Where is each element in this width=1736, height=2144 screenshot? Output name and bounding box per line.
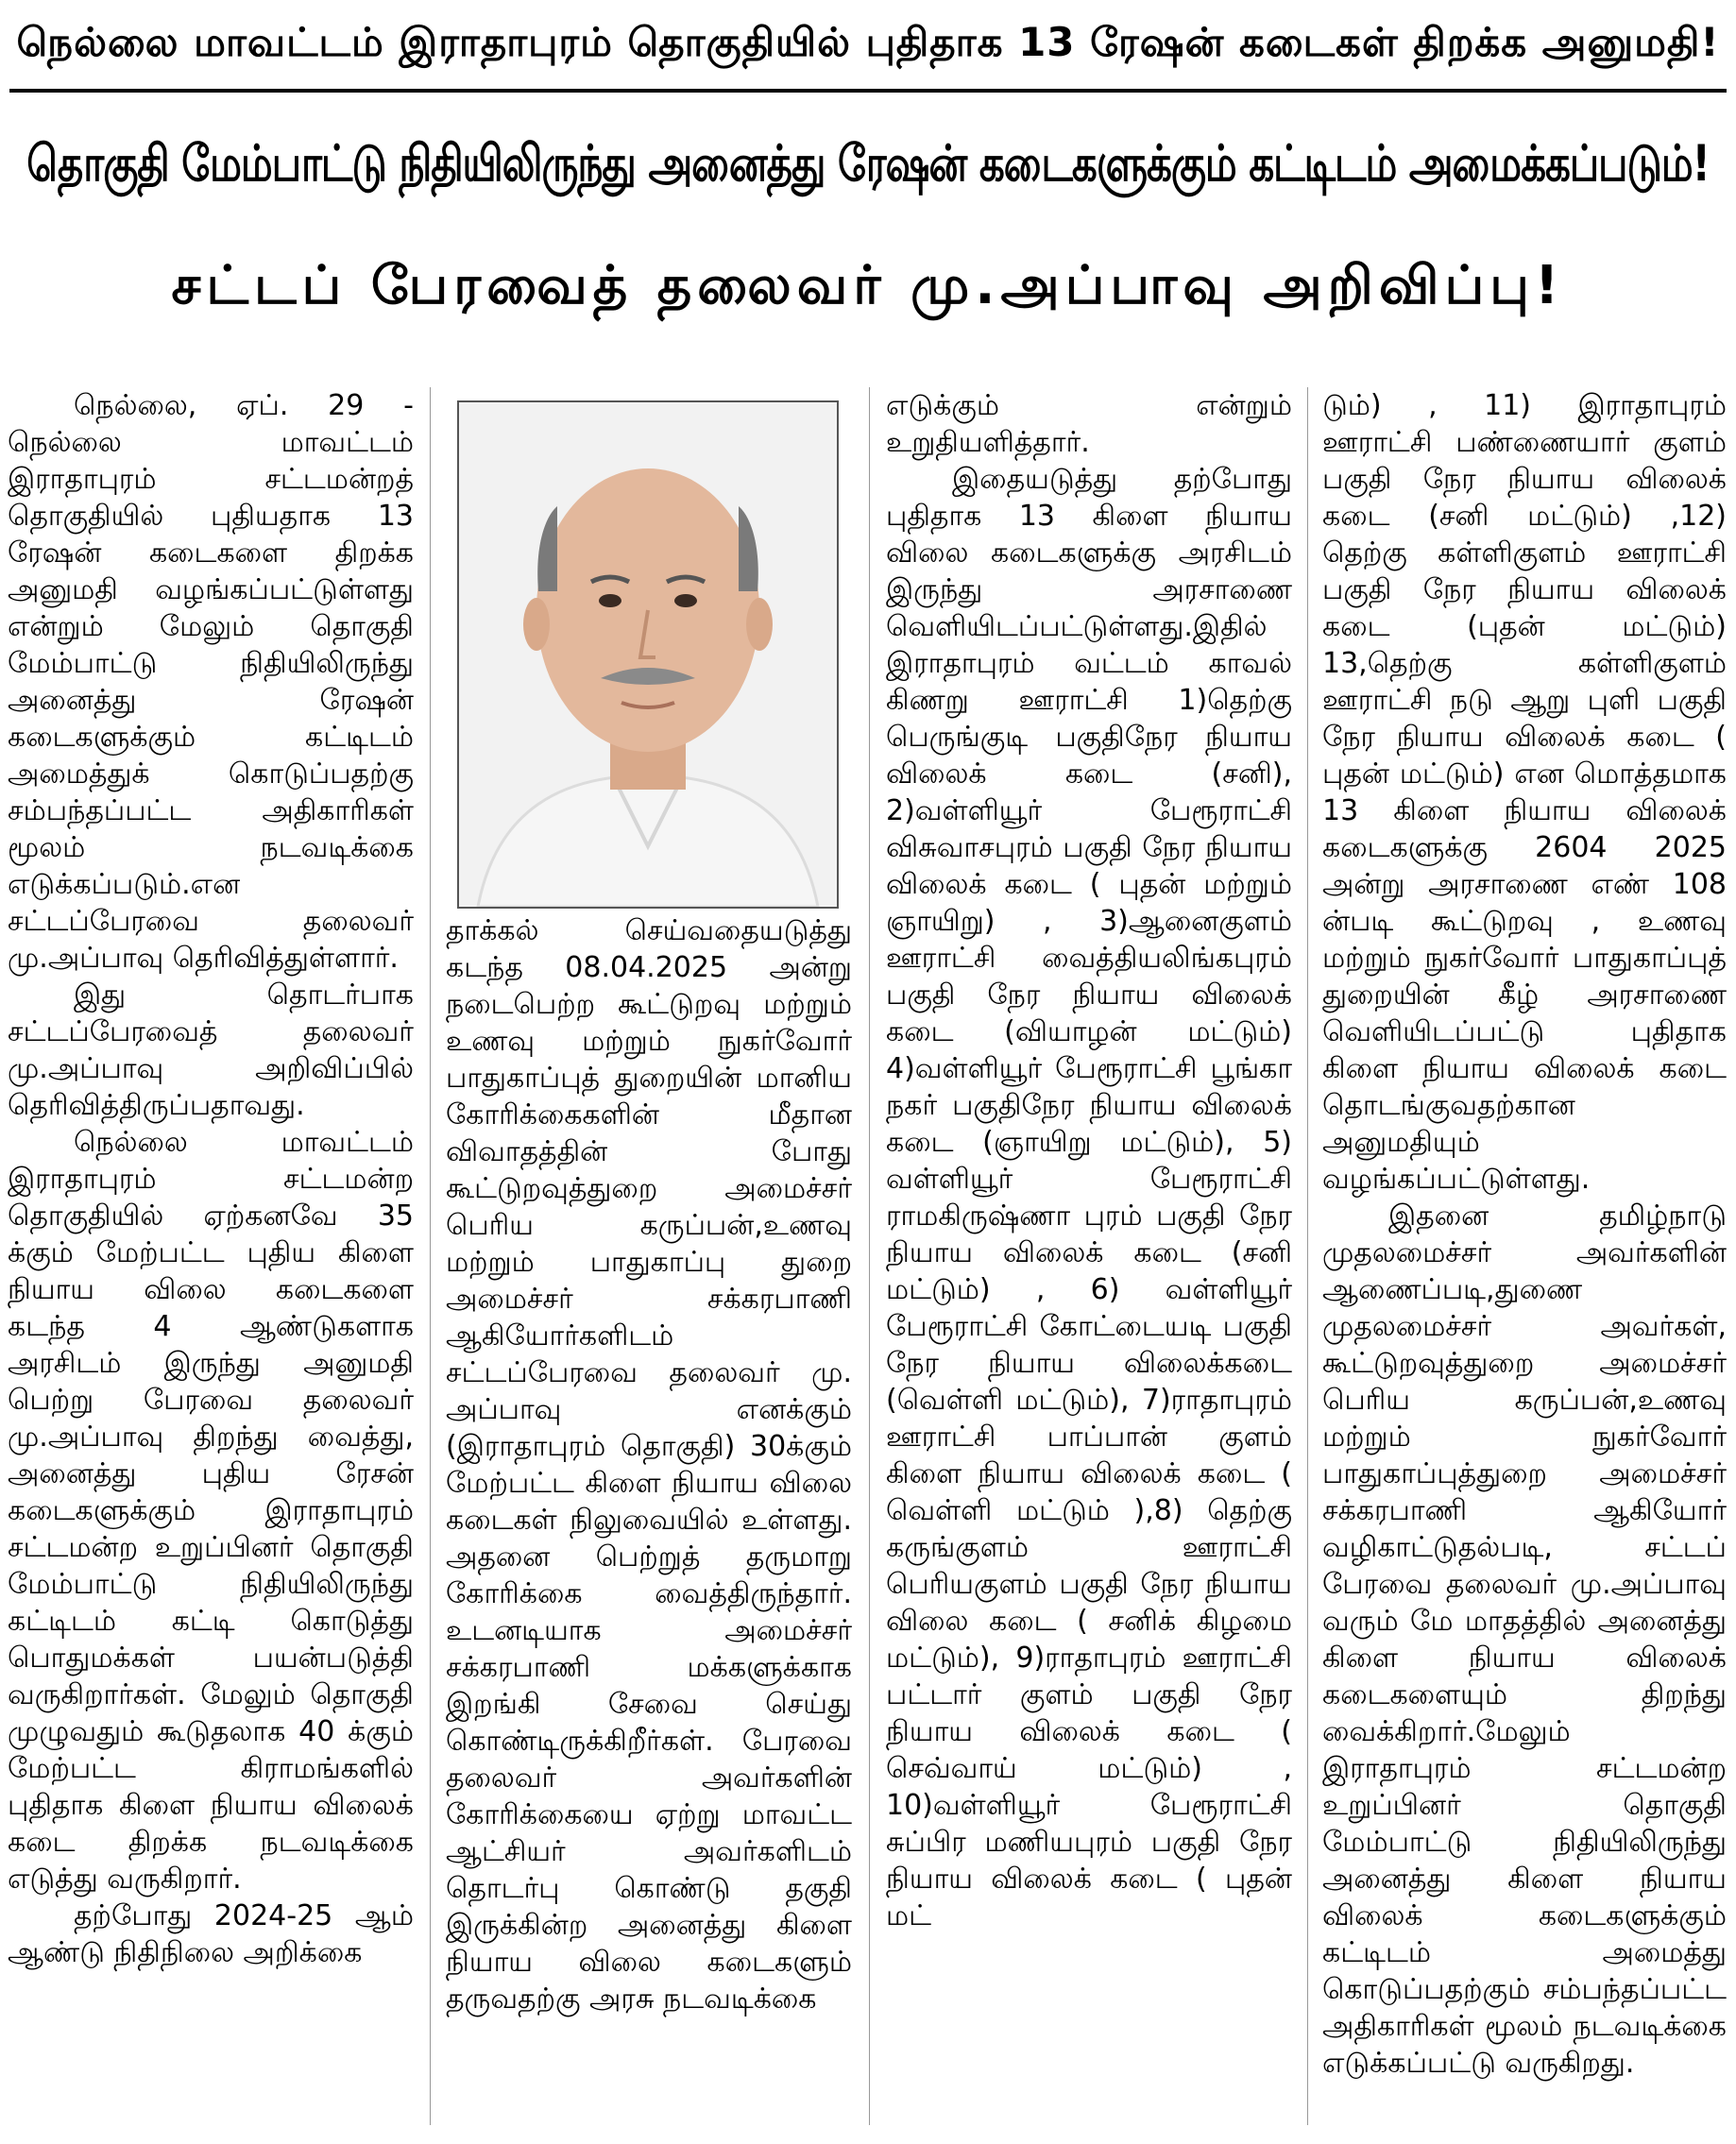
sub-headline: சட்டப் பேரவைத் தலைவர் மு.அப்பாவு அறிவிப்பு! — [171, 255, 1565, 316]
paragraph: தற்போது 2024-25 ஆம் ஆண்டு நிதிநிலை அறிக்கை — [8, 1899, 414, 1969]
paragraph: இதனை தமிழ்நாடு முதலமைச்சர் அவர்களின் ஆணைப்படி,துணை முதலமைச்சர் அவர்கள், கூட்டுறவுத்துறை அமைச்சர் பெரிய கருப்பன்,உணவு மற்றும் நுகர்வோர் பாதுகாப்புத்துறை அமைச்சர் சக்கரபாணி ஆகியோர் வழிகாட்டுதல்படி, சட்டப் பேரவை தலைவர் மு.அப்பாவு வரும் மே மாதத்தில் அனைத்து கிளை நியாய விலைக் கடைகளையும் திறந்து வைக்கிறார்.மேலும் இராதாபுரம் சட்டமன்ற உறுப்பினர் தொகுதி மேம்பாட்டு நிதியிலிருந்து அனைத்து கிளை நியாய விலைக் கடைகளுக்கும் கட்டிடம் அமைத்து கொடுப்பதற்கும் சம்பந்தப்பட்ட அதிகாரிகள் மூலம் நடவடிக்கை எடுக்கப்பட்டு வருகிறது. — [1322, 1200, 1727, 2080]
article-column-3 — [886, 387, 1292, 2144]
column-divider — [430, 387, 431, 2125]
paragraph: தாக்கல் செய்வதையடுத்து கடந்த 08.04.2025 அன்று நடைபெற்ற கூட்டுறவு மற்றும் உணவு மற்றும் நுகர்வோர் பாதுகாப்புத் துறையின் மானிய கோரிக்கைகளின் மீதான விவாதத்தின் போது கூட்டுறவுத்துறை அமைச்சர் பெரிய கருப்பன்,உணவு மற்றும் பாதுகாப்பு துறை அமைச்சர் சக்கரபாணி ஆகியோர்களிடம் சட்டப்பேரவை தலைவர் மு. அப்பாவு எனக்கும் (இராதாபுரம் தொகுதி) 30க்கும் மேற்பட்ட கிளை நியாய விலை கடைகள் நிலுவையில் உள்ளது. அதனை பெற்றுத் தருமாறு கோரிக்கை வைத்திருந்தார். உடனடியாக அமைச்சர் சக்கரபாணி மக்களுக்காக இறங்கி சேவை செய்து கொண்டிருக்கிறீர்கள். பேரவை தலைவர் அவர்களின் கோரிக்கையை ஏற்று மாவட்ட ஆட்சியர் அவர்களிடம் தொடர்பு கொண்டு தகுதி இருக்கின்ற அனைத்து கிளை நியாய விலை கடைகளும் தருவதற்கு அரசு நடவடிக்கை — [446, 914, 852, 2016]
main-headline: தொகுதி மேம்பாட்டு நிதியிலிருந்து அனைத்து ரேஷன் கடைகளுக்கும் கட்டிடம் அமைக்கப்படும்! — [26, 133, 1710, 192]
column-2-text — [446, 912, 852, 2144]
article-column-2 — [446, 387, 852, 2144]
paragraph: எடுக்கும் என்றும் உறுதியளித்தார். — [886, 389, 1292, 459]
article-body — [0, 387, 1736, 2144]
article-column-4 — [1322, 387, 1727, 2144]
article-column-1 — [8, 387, 414, 2144]
top-headline: நெல்லை மாவட்டம் இராதாபுரம் தொகுதியில் புதிதாக 13 ரேஷன் கடைகள் திறக்க அனுமதி! — [9, 0, 1727, 93]
paragraph: இது தொடர்பாக சட்டப்பேரவைத் தலைவர் மு.அப்பாவு அறிவிப்பில் தெரிவித்திருப்பதாவது. — [8, 978, 414, 1122]
column-divider — [1307, 387, 1308, 2125]
paragraph: இதையடுத்து தற்போது புதிதாக 13 கிளை நியாய விலை கடைகளுக்கு அரசிடம் இருந்து அரசாணை வெளியிடப்பட்டுள்ளது.இதில் இராதாபுரம் வட்டம் காவல் கிணறு ஊராட்சி 1)தெற்கு பெருங்குடி பகுதிநேர நியாய விலைக் கடை (சனி), 2)வள்ளியூர் பேரூராட்சி விசுவாசபுரம் பகுதி நேர நியாய விலைக் கடை ( புதன் மற்றும் ஞாயிறு) , 3)ஆனைகுளம் ஊராட்சி வைத்தியலிங்கபுரம் பகுதி நேர நியாய விலைக் கடை (வியாழன் மட்டும்) 4)வள்ளியூர் பேரூராட்சி பூங்கா நகர் பகுதிநேர நியாய விலைக் கடை (ஞாயிறு மட்டும்), 5) வள்ளியூர் பேரூராட்சி ராமகிருஷ்ணா புரம் பகுதி நேர நியாய விலைக் கடை (சனி மட்டும்) , 6) வள்ளியூர் பேரூராட்சி கோட்டையடி பகுதி நேர நியாய விலைக்கடை (வெள்ளி மட்டும்), 7)ராதாபுரம் ஊராட்சி பாப்பான் குளம் கிளை நியாய விலைக் கடை ( வெள்ளி மட்டும் ),8) தெற்கு கருங்குளம் ஊராட்சி பெரியகுளம் பகுதி நேர நியாய விலை கடை ( சனிக் கிழமை மட்டும்), 9)ராதாபுரம் ஊராட்சி பட்டார் குளம் பகுதி நேர நியாய விலைக் கடை ( செவ்வாய் மட்டும்) , 10)வள்ளியூர் பேரூராட்சி சுப்பிர மணியபுரம் பகுதி நேர நியாய விலைக் கடை ( புதன் மட் — [886, 463, 1292, 1932]
paragraph: டும்) , 11) இராதாபுரம் ஊராட்சி பண்ணையார் குளம் பகுதி நேர நியாய விலைக் கடை (சனி மட்டும்) ,12) தெற்கு கள்ளிகுளம் ஊராட்சி பகுதி நேர நியாய விலைக் கடை (புதன் மட்டும்) 13,தெற்கு கள்ளிகுளம் ஊராட்சி நடு ஆறு புளி பகுதி நேர நியாய விலைக் கடை ( புதன் மட்டும்) என மொத்தமாக 13 கிளை நியாய விலைக் கடைகளுக்கு 2604 2025 அன்று அரசாணை எண் 108 ன்படி கூட்டுறவு , உணவு மற்றும் நுகர்வோர் பாதுகாப்புத் துறையின் கீழ் அரசாணை வெளியிடப்பட்டு புதிதாக கிளை நியாய விலைக் கடை தொடங்குவதற்கான அனுமதியும் வழங்கப்பட்டுள்ளது. — [1322, 389, 1727, 1196]
column-divider — [869, 387, 870, 2125]
paragraph: நெல்லை, ஏப். 29 - நெல்லை மாவட்டம் இராதாபுரம் சட்டமன்றத் தொகுதியில் புதியதாக 13 ரேஷன் கடைகளை திறக்க அனுமதி வழங்கப்பட்டுள்ளது என்றும் மேலும் தொகுதி மேம்பாட்டு நிதியிலிருந்து அனைத்து ரேஷன் கடைகளுக்கும் கட்டிடம் அமைத்துக் கொடுப்பதற்கு சம்பந்தப்பட்ட அதிகாரிகள் மூலம் நடவடிக்கை எடுக்கப்படும்.என சட்டப்பேரவை தலைவர் மு.அப்பாவு தெரிவித்துள்ளார். — [8, 389, 414, 975]
paragraph: நெல்லை மாவட்டம் இராதாபுரம் சட்டமன்ற தொகுதியில் ஏற்கனவே 35 க்கும் மேற்பட்ட புதிய கிளை நியாய விலை கடைகளை கடந்த 4 ஆண்டுகளாக அரசிடம் இருந்து அனுமதி பெற்று பேரவை தலைவர் மு.அப்பாவு திறந்து வைத்து, அனைத்து புதிய ரேசன் கடைகளுக்கும் இராதாபுரம் சட்டமன்ற உறுப்பினர் தொகுதி மேம்பாட்டு நிதியிலிருந்து கட்டிடம் கட்டி கொடுத்து பொதுமக்கள் பயன்படுத்தி வருகிறார்கள். மேலும் தொகுதி முழுவதும் கூடுதலாக 40 க்கும் மேற்பட்ட கிராமங்களில் புதிதாக கிளை நியாய விலைக் கடை திறக்க நடவடிக்கை எடுத்து வருகிறார். — [8, 1126, 414, 1896]
